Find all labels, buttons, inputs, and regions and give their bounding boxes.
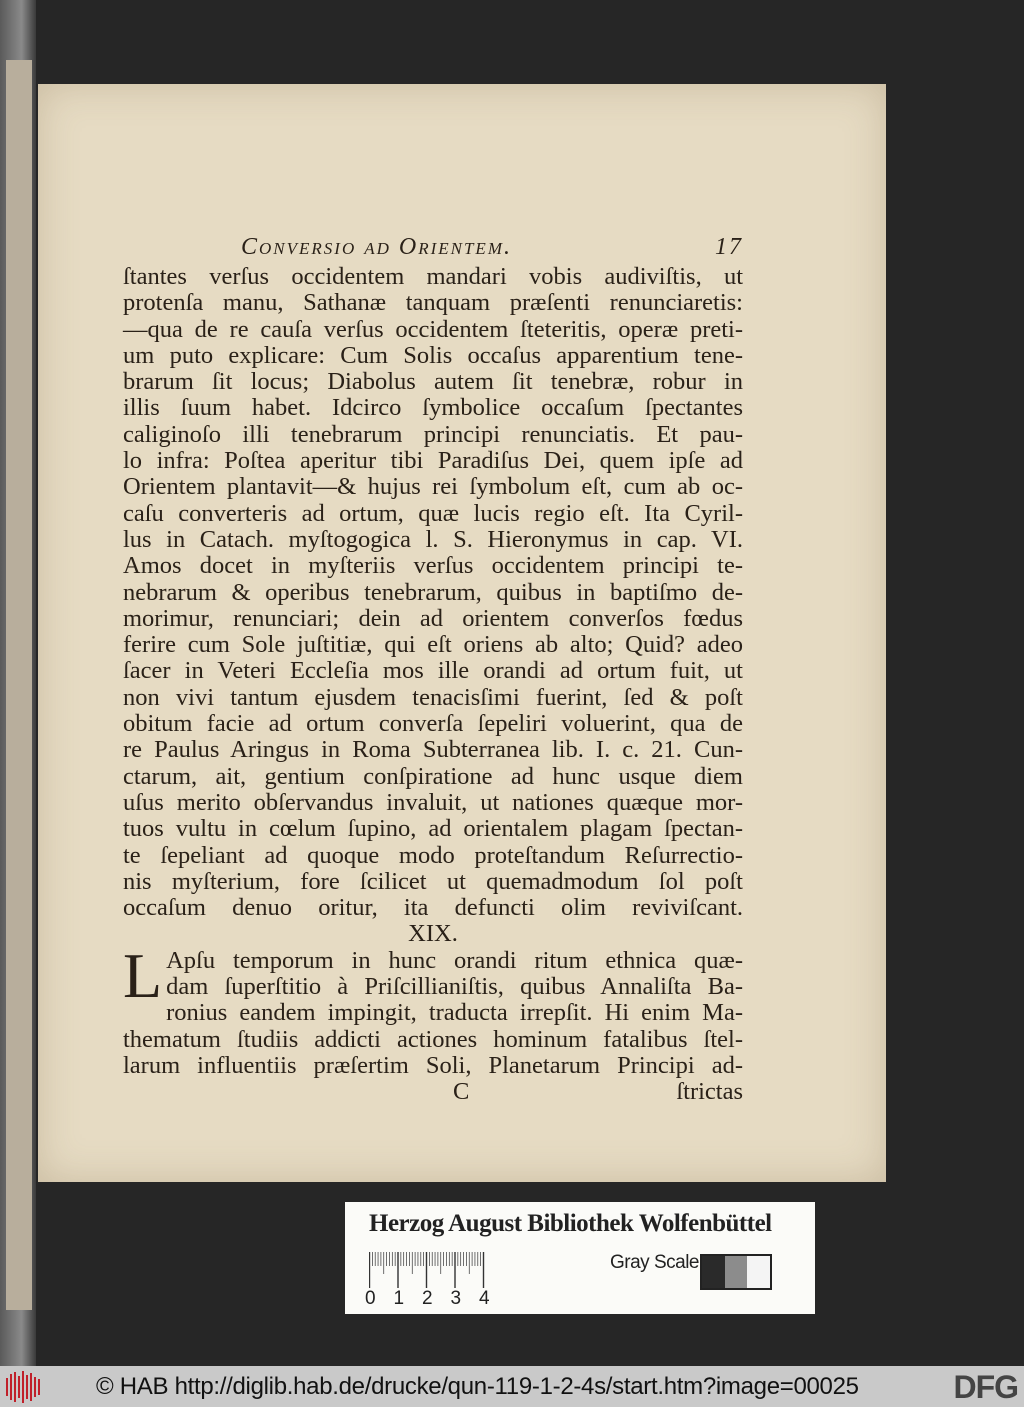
text-line: brarum ſit locus; Diabolus autem ſit tenebræ, robur in xyxy=(123,368,743,396)
text-line: —qua de re cauſa verſus occidentem ſteteritis, operæ preti- xyxy=(123,315,743,343)
text-line: tuos vultu in cœlum ſupino, ad orientalem plagam ſpectan- xyxy=(123,815,743,843)
paragraph-1 xyxy=(123,264,743,921)
ruler-ticks xyxy=(369,1252,609,1288)
adjacent-page-paper xyxy=(6,60,32,1310)
book-page xyxy=(38,84,886,1182)
drop-cap: L xyxy=(123,939,163,1011)
color-reference-card xyxy=(345,1202,815,1314)
section-number: XIX. xyxy=(408,920,458,948)
footer-bar xyxy=(0,1366,1024,1407)
hab-logo-icon xyxy=(6,1371,42,1403)
running-head xyxy=(123,234,743,264)
text-line: um puto explicare: Cum Solis occaſus apparentium tene- xyxy=(123,341,743,369)
running-head-title: Conversio ad Orientem. xyxy=(241,234,512,260)
text-line: ctarum, ait, gentium conſpiratione ad hunc usque diem xyxy=(123,762,743,790)
text-line: illis ſuum habet. Idcirco ſymbolice occaſum ſpectantes xyxy=(123,394,743,422)
text-line: morimur, renunciari; dein ad orientem converſos fœdus xyxy=(123,604,743,632)
paragraph-2 xyxy=(123,939,743,1079)
gray-scale-swatch xyxy=(700,1254,772,1290)
copyright-url[interactable]: © HAB http://diglib.hab.de/drucke/qun-119-1-2-4s/start.htm?image=00025 xyxy=(96,1373,859,1400)
text-line: nis myſterium, fore ſcilicet ut quemadmodum ſol poſt xyxy=(123,867,743,895)
catchword: ſtrictas xyxy=(676,1078,743,1106)
text-line: lo infra: Poſtea aperitur tibi Paradiſus Dei, quem ipſe ad xyxy=(123,447,743,475)
text-line: ferire cum Sole juſtitiæ, qui eſt oriens ab alto; Quid? adeo xyxy=(123,631,743,659)
text-line: occaſum denuo oritur, ita defuncti olim reviviſcant. xyxy=(123,894,743,922)
gray-scale-label: Gray Scale xyxy=(610,1252,699,1273)
text-line: Amos docet in myſteriis verſus occidentem principi te- xyxy=(123,552,743,580)
text-line: nebrarum & operibus tenebrarum, quibus in baptiſmo de- xyxy=(123,578,743,606)
ruler-label: 2 xyxy=(422,1288,433,1309)
text-line: thematum ſtudiis addicti actiones hominum fatalibus ſtel- xyxy=(123,1025,743,1053)
text-line: dam ſuperſtitio à Priſcillianiſtis, quibus Annaliſta Ba- xyxy=(166,973,743,1001)
ruler-label: 4 xyxy=(479,1288,490,1309)
gray-swatch xyxy=(725,1256,748,1288)
text-line: Orientem plantavit—& hujus rei ſymbolum eſt, cum ab oc- xyxy=(123,473,743,501)
text-line: lus in Catach. myſtogogica l. S. Hieronymus in cap. VI. xyxy=(123,525,743,553)
text-line: ronius eandem impingit, traducta irrepſit. Hi enim Ma- xyxy=(166,999,743,1027)
text-line: ſtantes verſus occidentem mandari vobis audiviſtis, ut xyxy=(123,263,743,290)
library-name: Herzog August Bibliothek Wolfenbüttel xyxy=(369,1210,772,1237)
dfg-logo: DFG xyxy=(953,1369,1018,1405)
text-line: larum influentiis præſertim Soli, Planetarum Principi ad- xyxy=(123,1051,743,1079)
ruler-label: 0 xyxy=(365,1288,376,1309)
ruler xyxy=(365,1252,490,1309)
gray-swatch xyxy=(702,1256,725,1288)
page-number: 17 xyxy=(715,234,743,260)
signature-mark: C xyxy=(453,1078,470,1106)
text-line: ſacer in Veteri Eccleſia mos ille orandi ad ortum fuit, ut xyxy=(123,657,743,685)
signature-line xyxy=(123,1079,743,1105)
text-line: re Paulus Aringus in Roma Subterranea lib. I. c. 21. Cun- xyxy=(123,736,743,764)
text-line: caliginoſo illi tenebrarum principi renunciatis. Et pau- xyxy=(123,420,743,448)
adjacent-page-edge xyxy=(0,0,36,1366)
text-line: non vivi tantum ejusdem tenacisſimi fuerint, ſed & poſt xyxy=(123,683,743,711)
text-line: te ſepeliant ad quoque modo proteſtandum Reſurrectio- xyxy=(123,841,743,869)
page-text xyxy=(123,234,743,1106)
ruler-label: 3 xyxy=(450,1288,462,1309)
text-line: uſus merito obſervandus invaluit, ut nationes quæque mor- xyxy=(123,788,743,816)
ruler-label: 1 xyxy=(393,1288,405,1309)
text-line: caſu converteris ad ortum, quæ lucis regio eſt. Ita Cyril- xyxy=(123,499,743,527)
text-line: protenſa manu, Sathanæ tanquam præſenti renunciaretis: xyxy=(123,289,743,317)
text-line: obitum facie ad ortum converſa ſepeliri voluerint, qua de xyxy=(123,710,743,738)
gray-swatch xyxy=(747,1256,770,1288)
text-line: Apſu temporum in hunc orandi ritum ethnica quæ- xyxy=(166,946,743,974)
